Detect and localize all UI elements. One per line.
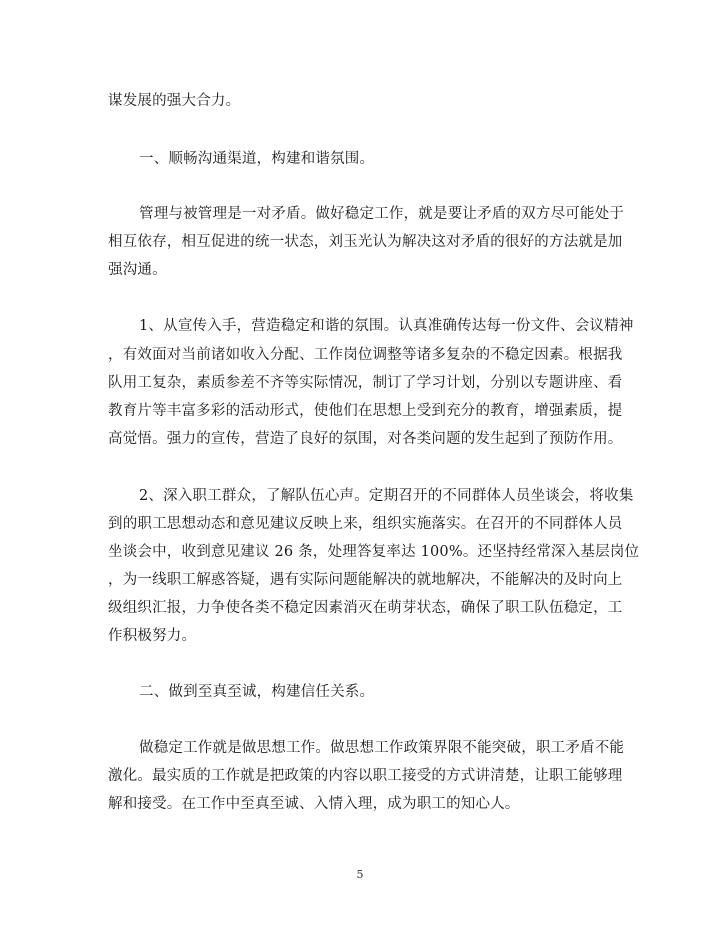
text-line-16: 作积极努力。 [108, 628, 197, 644]
text-line-15: 级组织汇报，力争使各类不稳定因素消灭在萌芽状态，确保了职工队伍稳定，工 [108, 600, 623, 616]
section-heading-1: 一、顺畅沟通渠道，构建和谐氛围。 [139, 151, 375, 167]
text-line-1: 谋发展的强大合力。 [108, 93, 241, 109]
text-line-10: 高觉悟。强力的宣传，营造了良好的氛围，对各类问题的发生起到了预防作用。 [108, 431, 623, 447]
text-line-9: 教育片等丰富多彩的活动形式，使他们在思想上受到充分的教育，增强素质，提 [108, 403, 623, 419]
text-line-14: ，为一线职工解惑答疑，遇有实际问题能解决的就地解决，不能解决的及时向上 [108, 572, 623, 588]
page-number: 5 [356, 868, 364, 881]
section-heading-2: 二、做到至真至诚，构建信任关系。 [139, 684, 375, 700]
text-line-11: 2、深入职工群众，了解队伍心声。定期召开的不同群体人员坐谈会，将收集 [139, 488, 634, 504]
text-line-8: 队用工复杂，素质参差不齐等实际情况，制订了学习计划，分别以专题讲座、看 [108, 375, 623, 391]
text-line-12: 到的职工思想动态和意见建议反映上来，组织实施落实。在召开的不同群体人员 [108, 516, 623, 532]
text-line-7: ，有效面对当前诸如收入分配、工作岗位调整等诸多复杂的不稳定因素。根据我 [108, 347, 623, 363]
text-line-19: 激化。最实质的工作就是把政策的内容以职工接受的方式讲清楚，让职工能够理 [108, 768, 623, 784]
text-line-18: 做稳定工作就是做思想工作。做思想工作政策界限不能突破，职工矛盾不能 [139, 740, 625, 756]
text-line-5: 强沟通。 [108, 262, 167, 278]
text-line-3: 管理与被管理是一对矛盾。做好稳定工作，就是要让矛盾的双方尽可能处于 [139, 206, 625, 222]
text-line-13: 坐谈会中，收到意见建议 26 条，处理答复率达 100%。还坚持经常深入基层岗位 [108, 544, 640, 560]
text-line-4: 相互依存，相互促进的统一状态，刘玉光认为解决这对矛盾的很好的方法就是加 [108, 234, 623, 250]
text-line-6: 1、从宣传入手，营造稳定和谐的氛围。认真准确传达每一份文件、会议精神 [139, 318, 634, 334]
text-line-20: 解和接受。在工作中至真至诚、入情入理，成为职工的知心人。 [108, 796, 520, 812]
